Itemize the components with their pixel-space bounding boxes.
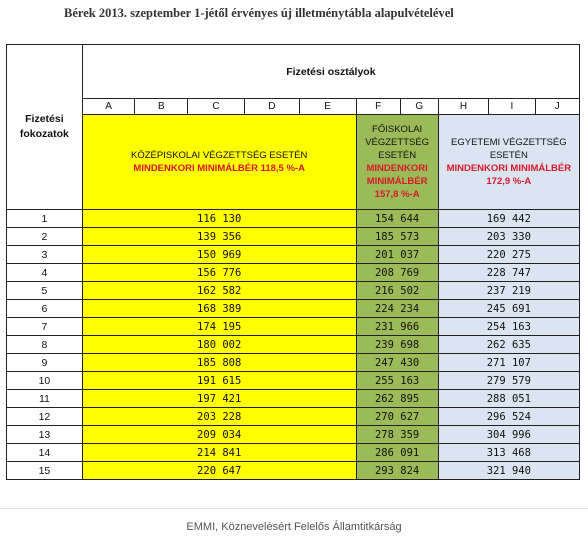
grade-cell: 14 [7, 444, 83, 462]
secondary-salary-cell: 150 969 [82, 246, 356, 264]
category-university [438, 115, 579, 210]
secondary-salary-cell: 168 389 [82, 300, 356, 318]
grade-cell: 8 [7, 336, 83, 354]
table-row [7, 264, 580, 282]
page-title: Bérek 2013. szeptember 1-jétől érvényes új illetménytábla alapulvételével [64, 6, 454, 20]
column-letter: G [400, 99, 438, 115]
secondary-salary-cell: 220 647 [82, 462, 356, 480]
secondary-salary-cell: 203 228 [82, 408, 356, 426]
university-salary-cell: 271 107 [438, 354, 579, 372]
secondary-salary-cell: 139 356 [82, 228, 356, 246]
college-salary-cell: 239 698 [356, 336, 438, 354]
secondary-salary-cell: 191 615 [82, 372, 356, 390]
college-salary-cell: 262 895 [356, 390, 438, 408]
table-row [7, 300, 580, 318]
college-salary-cell: 224 234 [356, 300, 438, 318]
university-salary-cell: 203 330 [438, 228, 579, 246]
category-secondary [82, 115, 356, 210]
grade-cell: 11 [7, 390, 83, 408]
table-row [7, 372, 580, 390]
grade-cell: 2 [7, 228, 83, 246]
column-letter: H [438, 99, 489, 115]
university-salary-cell: 296 524 [438, 408, 579, 426]
college-salary-cell: 247 430 [356, 354, 438, 372]
secondary-salary-cell: 214 841 [82, 444, 356, 462]
column-letter: F [356, 99, 400, 115]
grade-cell: 9 [7, 354, 83, 372]
secondary-salary-cell: 156 776 [82, 264, 356, 282]
university-salary-cell: 245 691 [438, 300, 579, 318]
grade-cell: 10 [7, 372, 83, 390]
secondary-salary-cell: 116 130 [82, 210, 356, 228]
college-salary-cell: 270 627 [356, 408, 438, 426]
category-college-rate: MINDENKORI MINIMÁLBÉR 157,8 %-A [366, 163, 428, 200]
table-row [7, 228, 580, 246]
university-salary-cell: 228 747 [438, 264, 579, 282]
university-salary-cell: 254 163 [438, 318, 579, 336]
column-letter: J [535, 99, 579, 115]
university-salary-cell: 279 579 [438, 372, 579, 390]
grade-cell: 15 [7, 462, 83, 480]
college-salary-cell: 286 091 [356, 444, 438, 462]
category-secondary-rate: MINDENKORI MINIMÁLBÉR 118,5 %-A [133, 163, 305, 174]
grade-cell: 5 [7, 282, 83, 300]
college-salary-cell: 255 163 [356, 372, 438, 390]
college-salary-cell: 278 359 [356, 426, 438, 444]
class-header-label: Fizetési osztályok [286, 65, 376, 78]
grade-header [7, 45, 83, 210]
secondary-salary-cell: 185 808 [82, 354, 356, 372]
column-letter: I [489, 99, 535, 115]
university-salary-cell: 220 275 [438, 246, 579, 264]
secondary-salary-cell: 162 582 [82, 282, 356, 300]
university-salary-cell: 313 468 [438, 444, 579, 462]
table-row [7, 390, 580, 408]
university-salary-cell: 169 442 [438, 210, 579, 228]
salary-table [6, 44, 580, 480]
category-university-title: EGYETEMI VÉGZETTSÉG ESETÉN [451, 137, 567, 161]
college-salary-cell: 154 644 [356, 210, 438, 228]
university-salary-cell: 237 219 [438, 282, 579, 300]
grade-cell: 4 [7, 264, 83, 282]
secondary-salary-cell: 180 002 [82, 336, 356, 354]
footer-credit: EMMI, Köznevelésért Felelős Államtitkárság [186, 521, 402, 533]
grade-header-label: Fizetési fokozatok [19, 113, 69, 140]
secondary-salary-cell: 174 195 [82, 318, 356, 336]
category-college [356, 115, 438, 210]
table-row [7, 246, 580, 264]
category-secondary-title: KÖZÉPISKOLAI VÉGZETTSÉG ESETÉN [131, 150, 308, 161]
grade-cell: 12 [7, 408, 83, 426]
college-salary-cell: 208 769 [356, 264, 438, 282]
footer-divider [0, 508, 588, 509]
university-salary-cell: 321 940 [438, 462, 579, 480]
secondary-salary-cell: 197 421 [82, 390, 356, 408]
table-row [7, 354, 580, 372]
category-university-rate: MINDENKORI MINIMÁLBÉR 172,9 %-A [446, 163, 572, 187]
grade-cell: 7 [7, 318, 83, 336]
table-row [7, 426, 580, 444]
table-row [7, 336, 580, 354]
column-letter: D [244, 99, 299, 115]
grade-cell: 1 [7, 210, 83, 228]
column-letter: B [135, 99, 188, 115]
grade-cell: 6 [7, 300, 83, 318]
college-salary-cell: 231 966 [356, 318, 438, 336]
university-salary-cell: 304 996 [438, 426, 579, 444]
university-salary-cell: 288 051 [438, 390, 579, 408]
table-row [7, 282, 580, 300]
column-letter: E [299, 99, 356, 115]
table-row [7, 408, 580, 426]
table-row [7, 444, 580, 462]
college-salary-cell: 216 502 [356, 282, 438, 300]
column-letter: C [188, 99, 245, 115]
class-header [82, 45, 579, 99]
grade-cell: 3 [7, 246, 83, 264]
college-salary-cell: 185 573 [356, 228, 438, 246]
table-row [7, 462, 580, 480]
table-row [7, 318, 580, 336]
college-salary-cell: 201 037 [356, 246, 438, 264]
college-salary-cell: 293 824 [356, 462, 438, 480]
grade-cell: 13 [7, 426, 83, 444]
table-row [7, 210, 580, 228]
university-salary-cell: 262 635 [438, 336, 579, 354]
column-letter: A [82, 99, 135, 115]
secondary-salary-cell: 209 034 [82, 426, 356, 444]
category-college-title: FŐISKOLAI VÉGZETTSÉG ESETÉN [365, 124, 430, 161]
